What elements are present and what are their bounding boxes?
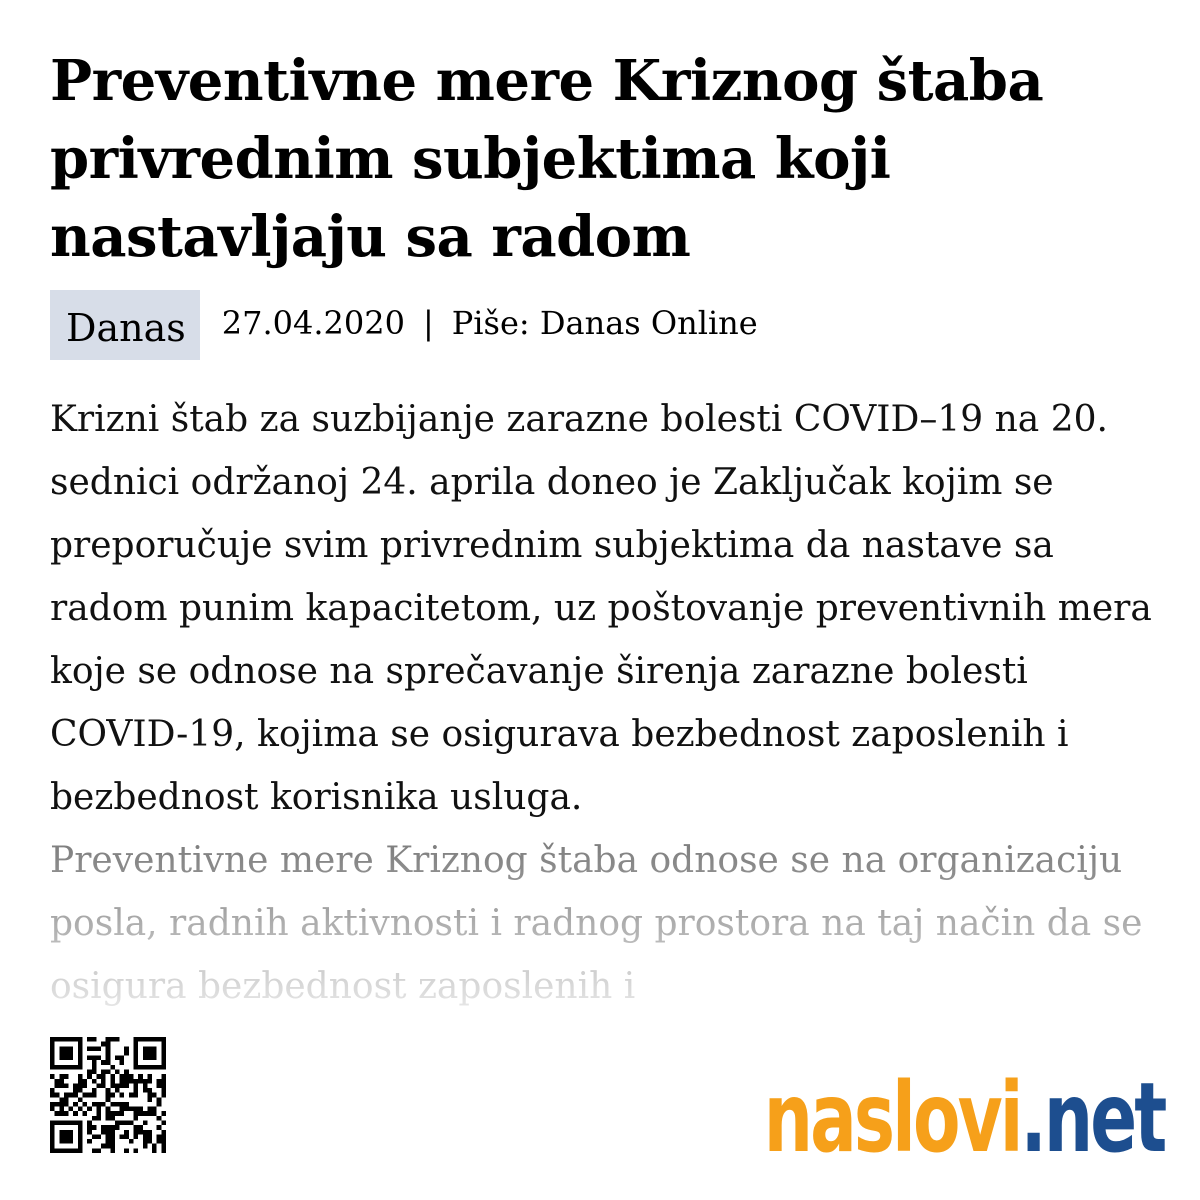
article-headline: Preventivne mere Kriznog štaba privrednim subjektima koji nastavljaju sa radom (50, 48, 1044, 270)
meta-line (222, 304, 758, 342)
logo-text-net: .net (1020, 1062, 1164, 1174)
meta-separator: | (422, 304, 434, 342)
article-author: Piše: Danas Online (451, 304, 758, 342)
article-meta (50, 290, 758, 362)
logo-text-naslovi: naslovi (763, 1062, 1021, 1174)
source-badge[interactable]: Danas (50, 290, 200, 360)
article-body (50, 388, 1160, 1018)
article-paragraph-main: Krizni štab za suzbijanje zarazne bolesti COVID–19 na 20. sednici održanoj 24. aprila doneo je Zaključak kojim se preporučuje svim privrednim subjektima da nastave sa radom punim kapacitetom, uz poštovanje preventivnih mera koje se odnose na sprečavanje širenja zarazne bolesti COVID-19, kojima se osigurava bezbednost zaposlenih i bezbednost korisnika usluga. (50, 399, 1152, 818)
article-paragraph-faded: Preventivne mere Kriznog štaba odnose se na organizaciju posla, radnih aktivnosti i radnog prostora na taj način da se osigura bezbednost zaposlenih i (50, 829, 1160, 1018)
qr-code-icon (50, 1037, 166, 1153)
article-date: 27.04.2020 (221, 304, 405, 342)
site-logo[interactable] (763, 1063, 1164, 1173)
